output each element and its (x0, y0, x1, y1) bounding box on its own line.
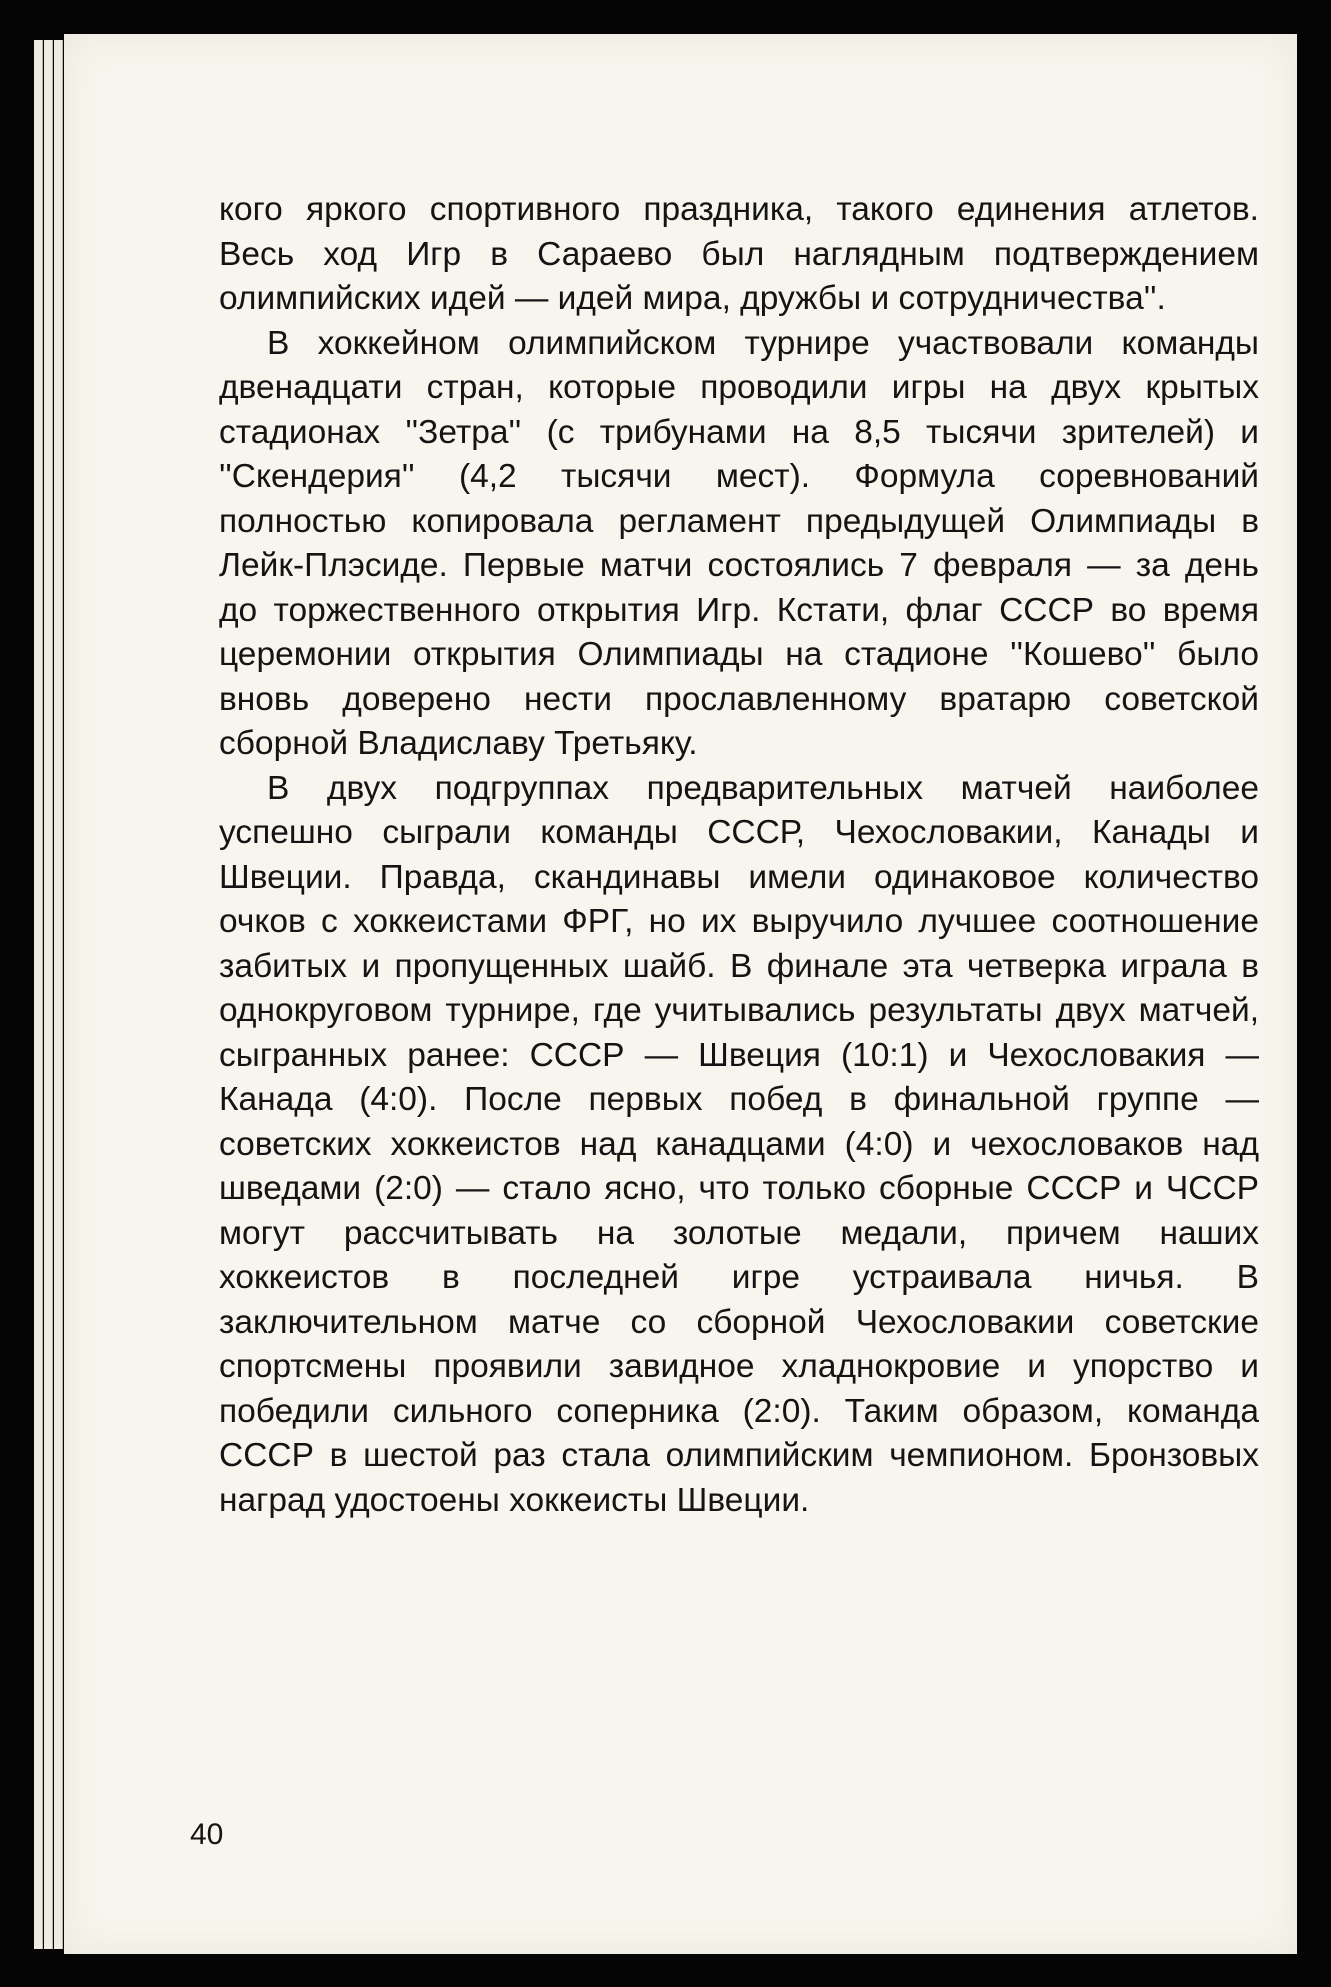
page-edge (34, 40, 43, 1949)
paragraph-subgroups: В двух подгруппах предварительных матчей наиболее успешно сыграли команды СССР, Чехословакии, Канады и Швеции. Правда, скандинавы имели одинаковое количество очков с хоккеистами ФРГ, но их выручило лучшее соотношение забитых и пропущенных шайб. В финале эта четверка играла в однокруговом турнире, где учитывались результаты двух матчей, сыгранных ранее: СССР — Швеция (10:1) и Чехословакия — Канада (4:0). После первых побед в финальной группе — советских хоккеистов над канадцами (4:0) и чехословаков над шведами (2:0) — стало ясно, что только сборные СССР и ЧССР могут рассчитывать на золотые медали, причем наших хоккеистов в последней игре устраивала ничья. В заключительном матче со сборной Чехословакии советские спортсмены проявили завидное хладнокровие и упорство и победили сильного соперника (2:0). Таким образом, команда СССР в шестой раз стала олимпийским чемпионом. Бронзовых наград удостоены хоккеисты Швеции. (219, 769, 1259, 1519)
book-page (64, 34, 1297, 1954)
page-edge (54, 40, 63, 1949)
paragraph-hockey-tournament: В хоккейном олимпийском турнире участвовали команды двенадцати стран, которые проводили игры на двух крытых стадионах ''Зетра'' (с трибунами на 8,5 тысячи зрителей) и ''Скендерия'' (4,2 тысячи мест). Формула соревнований полностью копировала регламент предыдущей Олимпиады в Лейк-Плэсиде. Первые матчи состоялись 7 февраля — за день до торжественного открытия Игр. Кстати, флаг СССР во время церемонии открытия Олимпиады на стадионе ''Кошево'' было вновь доверено нести прославленному вратарю советской сборной Владиславу Третьяку. (219, 324, 1259, 762)
page-number: 40 (190, 1818, 224, 1851)
body-text (219, 188, 1259, 1523)
paragraph-continued: кого яркого спортивного праздника, такого единения атлетов. Весь ход Игр в Сараево был наглядным подтверждением олимпийских идей — идей мира, дружбы и сотрудничества''. (219, 191, 1259, 317)
page-edge (44, 40, 53, 1949)
